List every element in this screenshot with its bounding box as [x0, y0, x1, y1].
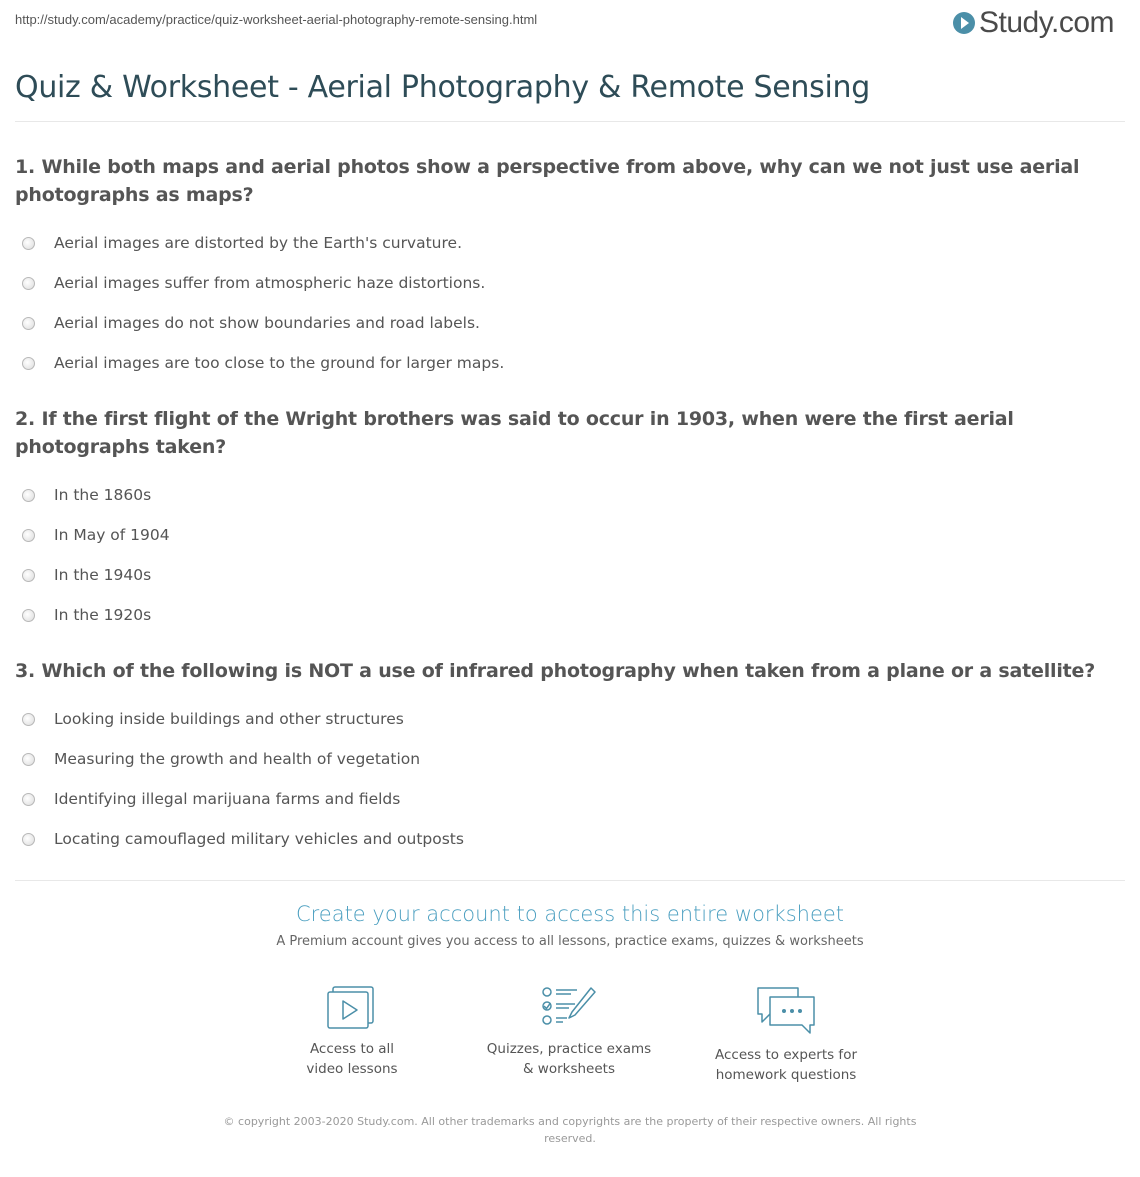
signup-cta: [0, 902, 1140, 949]
answer-option[interactable]: [15, 819, 1105, 859]
answer-label: Aerial images are distorted by the Earth's curvature.: [54, 234, 463, 252]
answer-option[interactable]: [15, 555, 1105, 595]
question-text: 1. While both maps and aerial photos show a perspective from above, why can we not just use aerial photographs as maps?: [15, 156, 1080, 206]
answer-label: Measuring the growth and health of vegetation: [54, 750, 421, 768]
answer-option[interactable]: [15, 475, 1105, 515]
answer-label: Aerial images suffer from atmospheric haze distortions.: [54, 274, 486, 292]
question-2: [15, 405, 1105, 635]
answer-option[interactable]: [15, 343, 1105, 383]
question-1: [15, 153, 1105, 383]
play-circle-icon: [953, 12, 975, 34]
feature-label: Access to experts for homework questions: [714, 1047, 857, 1083]
feature-video-lessons: [252, 985, 452, 1079]
radio-icon[interactable]: [22, 489, 35, 502]
cta-subtitle: A Premium account gives you access to all lessons, practice exams, quizzes & worksheets: [276, 934, 864, 949]
radio-icon[interactable]: [22, 237, 35, 250]
answer-label: In May of 1904: [54, 526, 170, 544]
radio-icon[interactable]: [22, 529, 35, 542]
radio-icon[interactable]: [22, 277, 35, 290]
answer-option[interactable]: [15, 303, 1105, 343]
logo-text: Study.com: [979, 6, 1114, 39]
answer-option[interactable]: [15, 699, 1105, 739]
radio-icon[interactable]: [22, 713, 35, 726]
answer-label: Looking inside buildings and other structures: [54, 710, 404, 728]
feature-label: Quizzes, practice exams & worksheets: [486, 1041, 652, 1077]
study-logo[interactable]: [953, 6, 1114, 40]
answer-label: Identifying illegal marijuana farms and fields: [54, 790, 401, 808]
answer-option[interactable]: [15, 223, 1105, 263]
answer-list: [15, 475, 1105, 635]
answer-option[interactable]: [15, 515, 1105, 555]
quiz-checklist-icon: [541, 985, 597, 1029]
divider: [15, 121, 1125, 122]
feature-label: Access to all video lessons: [306, 1041, 398, 1077]
radio-icon[interactable]: [22, 569, 35, 582]
answer-option[interactable]: [15, 263, 1105, 303]
page-title: Quiz & Worksheet - Aerial Photography & Remote Sensing: [15, 70, 870, 105]
question-3: [15, 657, 1105, 859]
feature-experts: [686, 985, 886, 1085]
question-text: 2. If the first flight of the Wright brothers was said to occur in 1903, when were the first aerial photographs taken?: [15, 408, 1014, 458]
answer-label: In the 1940s: [54, 566, 152, 584]
radio-icon[interactable]: [22, 317, 35, 330]
question-text: 3. Which of the following is NOT a use of infrared photography when taken from a plane or a satellite?: [15, 660, 1096, 682]
answer-label: Locating camouflaged military vehicles and outposts: [54, 830, 464, 848]
radio-icon[interactable]: [22, 793, 35, 806]
video-lessons-icon: [326, 985, 378, 1029]
copyright: © copyright 2003-2020 Study.com. All other trademarks and copyrights are the property of their respective owners. All rights reserved.: [223, 1115, 917, 1145]
answer-option[interactable]: [15, 779, 1105, 819]
answer-option[interactable]: [15, 595, 1105, 635]
answer-list: [15, 223, 1105, 383]
feature-quizzes: [469, 985, 669, 1079]
cta-title-link[interactable]: Create your account to access this entire worksheet: [295, 902, 845, 926]
answer-option[interactable]: [15, 739, 1105, 779]
answer-list: [15, 699, 1105, 859]
radio-icon[interactable]: [22, 609, 35, 622]
answer-label: In the 1860s: [54, 486, 152, 504]
page-url: http://study.com/academy/practice/quiz-worksheet-aerial-photography-remote-sensing.html: [15, 12, 538, 27]
answer-label: In the 1920s: [54, 606, 152, 624]
radio-icon[interactable]: [22, 833, 35, 846]
chat-bubbles-icon: [754, 985, 818, 1035]
answer-label: Aerial images do not show boundaries and road labels.: [54, 314, 480, 332]
divider: [15, 880, 1125, 881]
radio-icon[interactable]: [22, 753, 35, 766]
answer-label: Aerial images are too close to the ground for larger maps.: [54, 354, 505, 372]
radio-icon[interactable]: [22, 357, 35, 370]
